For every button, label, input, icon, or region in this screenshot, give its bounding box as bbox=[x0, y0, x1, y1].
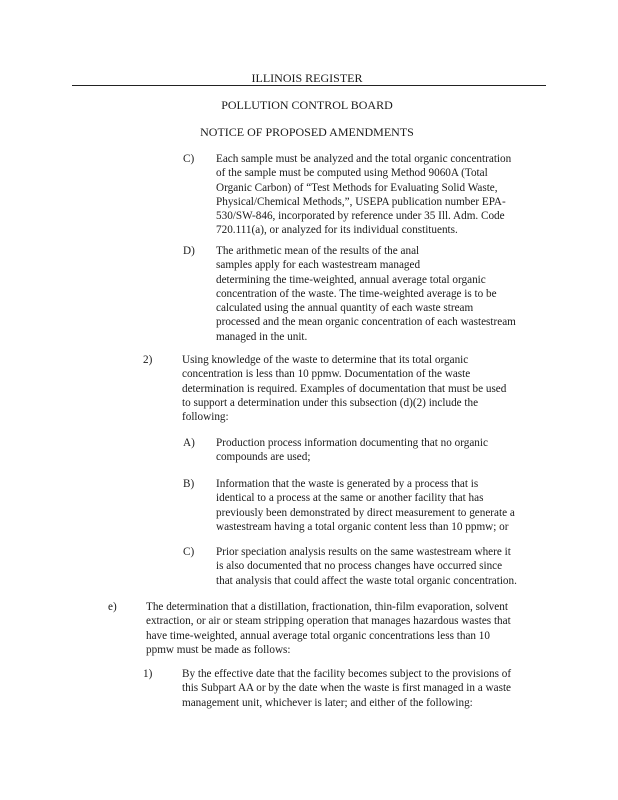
text-line: concentration is less than 10 ppmw. Documentation of the waste bbox=[182, 368, 471, 381]
text-line: wastestream having a total organic content less than 10 ppmw; or bbox=[216, 520, 509, 533]
board-title: POLLUTION CONTROL BOARD bbox=[221, 98, 393, 112]
item-text bbox=[216, 477, 515, 534]
text-line: By the effective date that the facility becomes subject to the provisions of bbox=[182, 668, 512, 680]
item-text bbox=[182, 353, 506, 424]
item-label: B) bbox=[183, 478, 195, 490]
text-line: calculated using the annual quantity of each waste stream bbox=[216, 302, 474, 315]
item-label: D) bbox=[183, 245, 195, 257]
item-label: C) bbox=[183, 153, 195, 165]
text-line: The determination that a distillation, fractionation, thin-film evaporation, solvent bbox=[146, 601, 508, 613]
text-line: management unit, whichever is later; and either of the following: bbox=[182, 696, 473, 709]
text-line: processed and the mean organic concentration of each wastestream bbox=[216, 316, 516, 329]
text-line: this Subpart AA or by the date when the waste is first managed in a waste bbox=[182, 682, 512, 695]
text-line: 720.111(a), or analyzed for its individual constituents. bbox=[216, 224, 458, 237]
text-line: Information that the waste is generated by a process that is bbox=[216, 478, 479, 490]
text-line: to support a determination under this subsection (d)(2) include the bbox=[182, 396, 479, 409]
text-line: determination is required. Examples of documentation that must be used bbox=[182, 382, 507, 395]
text-line: is also documented that no process changes have occurred since bbox=[216, 560, 503, 573]
text-line: Using knowledge of the waste to determine that its total organic bbox=[182, 354, 469, 366]
notice-title: NOTICE OF PROPOSED AMENDMENTS bbox=[200, 125, 414, 139]
text-line: following: bbox=[182, 411, 229, 424]
text-line: Prior speciation analysis results on the same wastestream where it bbox=[216, 546, 511, 558]
text-line: Each sample must be analyzed and the total organic concentration bbox=[216, 153, 512, 165]
text-line: samples apply for each wastestream managed bbox=[216, 259, 421, 272]
item-label: 1) bbox=[143, 668, 153, 680]
item-label: 2) bbox=[143, 354, 153, 366]
item-label: A) bbox=[183, 437, 195, 449]
item-text bbox=[216, 152, 511, 238]
text-line: have time-weighted, annual average total organic concentrations less than 10 bbox=[146, 629, 490, 642]
text-line: compounds are used; bbox=[216, 451, 311, 464]
text-line: Production process information documenting that no organic bbox=[216, 437, 488, 449]
text-line: The arithmetic mean of the results of the anal bbox=[216, 245, 420, 257]
text-line: that analysis that could affect the waste total organic concentration. bbox=[216, 574, 517, 587]
text-line: ppmw must be made as follows: bbox=[146, 643, 291, 656]
text-line: concentration of the waste. The time-weighted average is to be bbox=[216, 287, 497, 300]
text-line: managed in the unit. bbox=[216, 330, 308, 343]
text-line: extraction, or air or steam stripping operation that manages hazardous wastes that bbox=[146, 615, 511, 628]
item-text bbox=[182, 667, 511, 710]
item-text bbox=[216, 436, 488, 465]
header-rule bbox=[72, 85, 546, 86]
text-line: of the sample must be computed using Method 9060A (Total bbox=[216, 167, 488, 180]
item-text bbox=[216, 244, 516, 344]
text-line: Organic Carbon) of “Test Methods for Evaluating Solid Waste, bbox=[216, 181, 498, 194]
item-label: C) bbox=[183, 546, 195, 558]
text-line: 530/SW-846, incorporated by reference under 35 Ill. Adm. Code bbox=[216, 210, 505, 223]
text-line: identical to a process at the same or another facility that has bbox=[216, 492, 484, 505]
text-line: Physical/Chemical Methods,”, USEPA publication number EPA- bbox=[216, 195, 506, 208]
item-label: e) bbox=[108, 601, 117, 613]
text-line: determining the time-weighted, annual average total organic bbox=[216, 273, 486, 286]
item-text bbox=[146, 600, 511, 657]
text-line: previously been demonstrated by direct measurement to generate a bbox=[216, 506, 515, 519]
register-title: ILLINOIS REGISTER bbox=[251, 71, 363, 85]
item-text bbox=[216, 545, 517, 588]
